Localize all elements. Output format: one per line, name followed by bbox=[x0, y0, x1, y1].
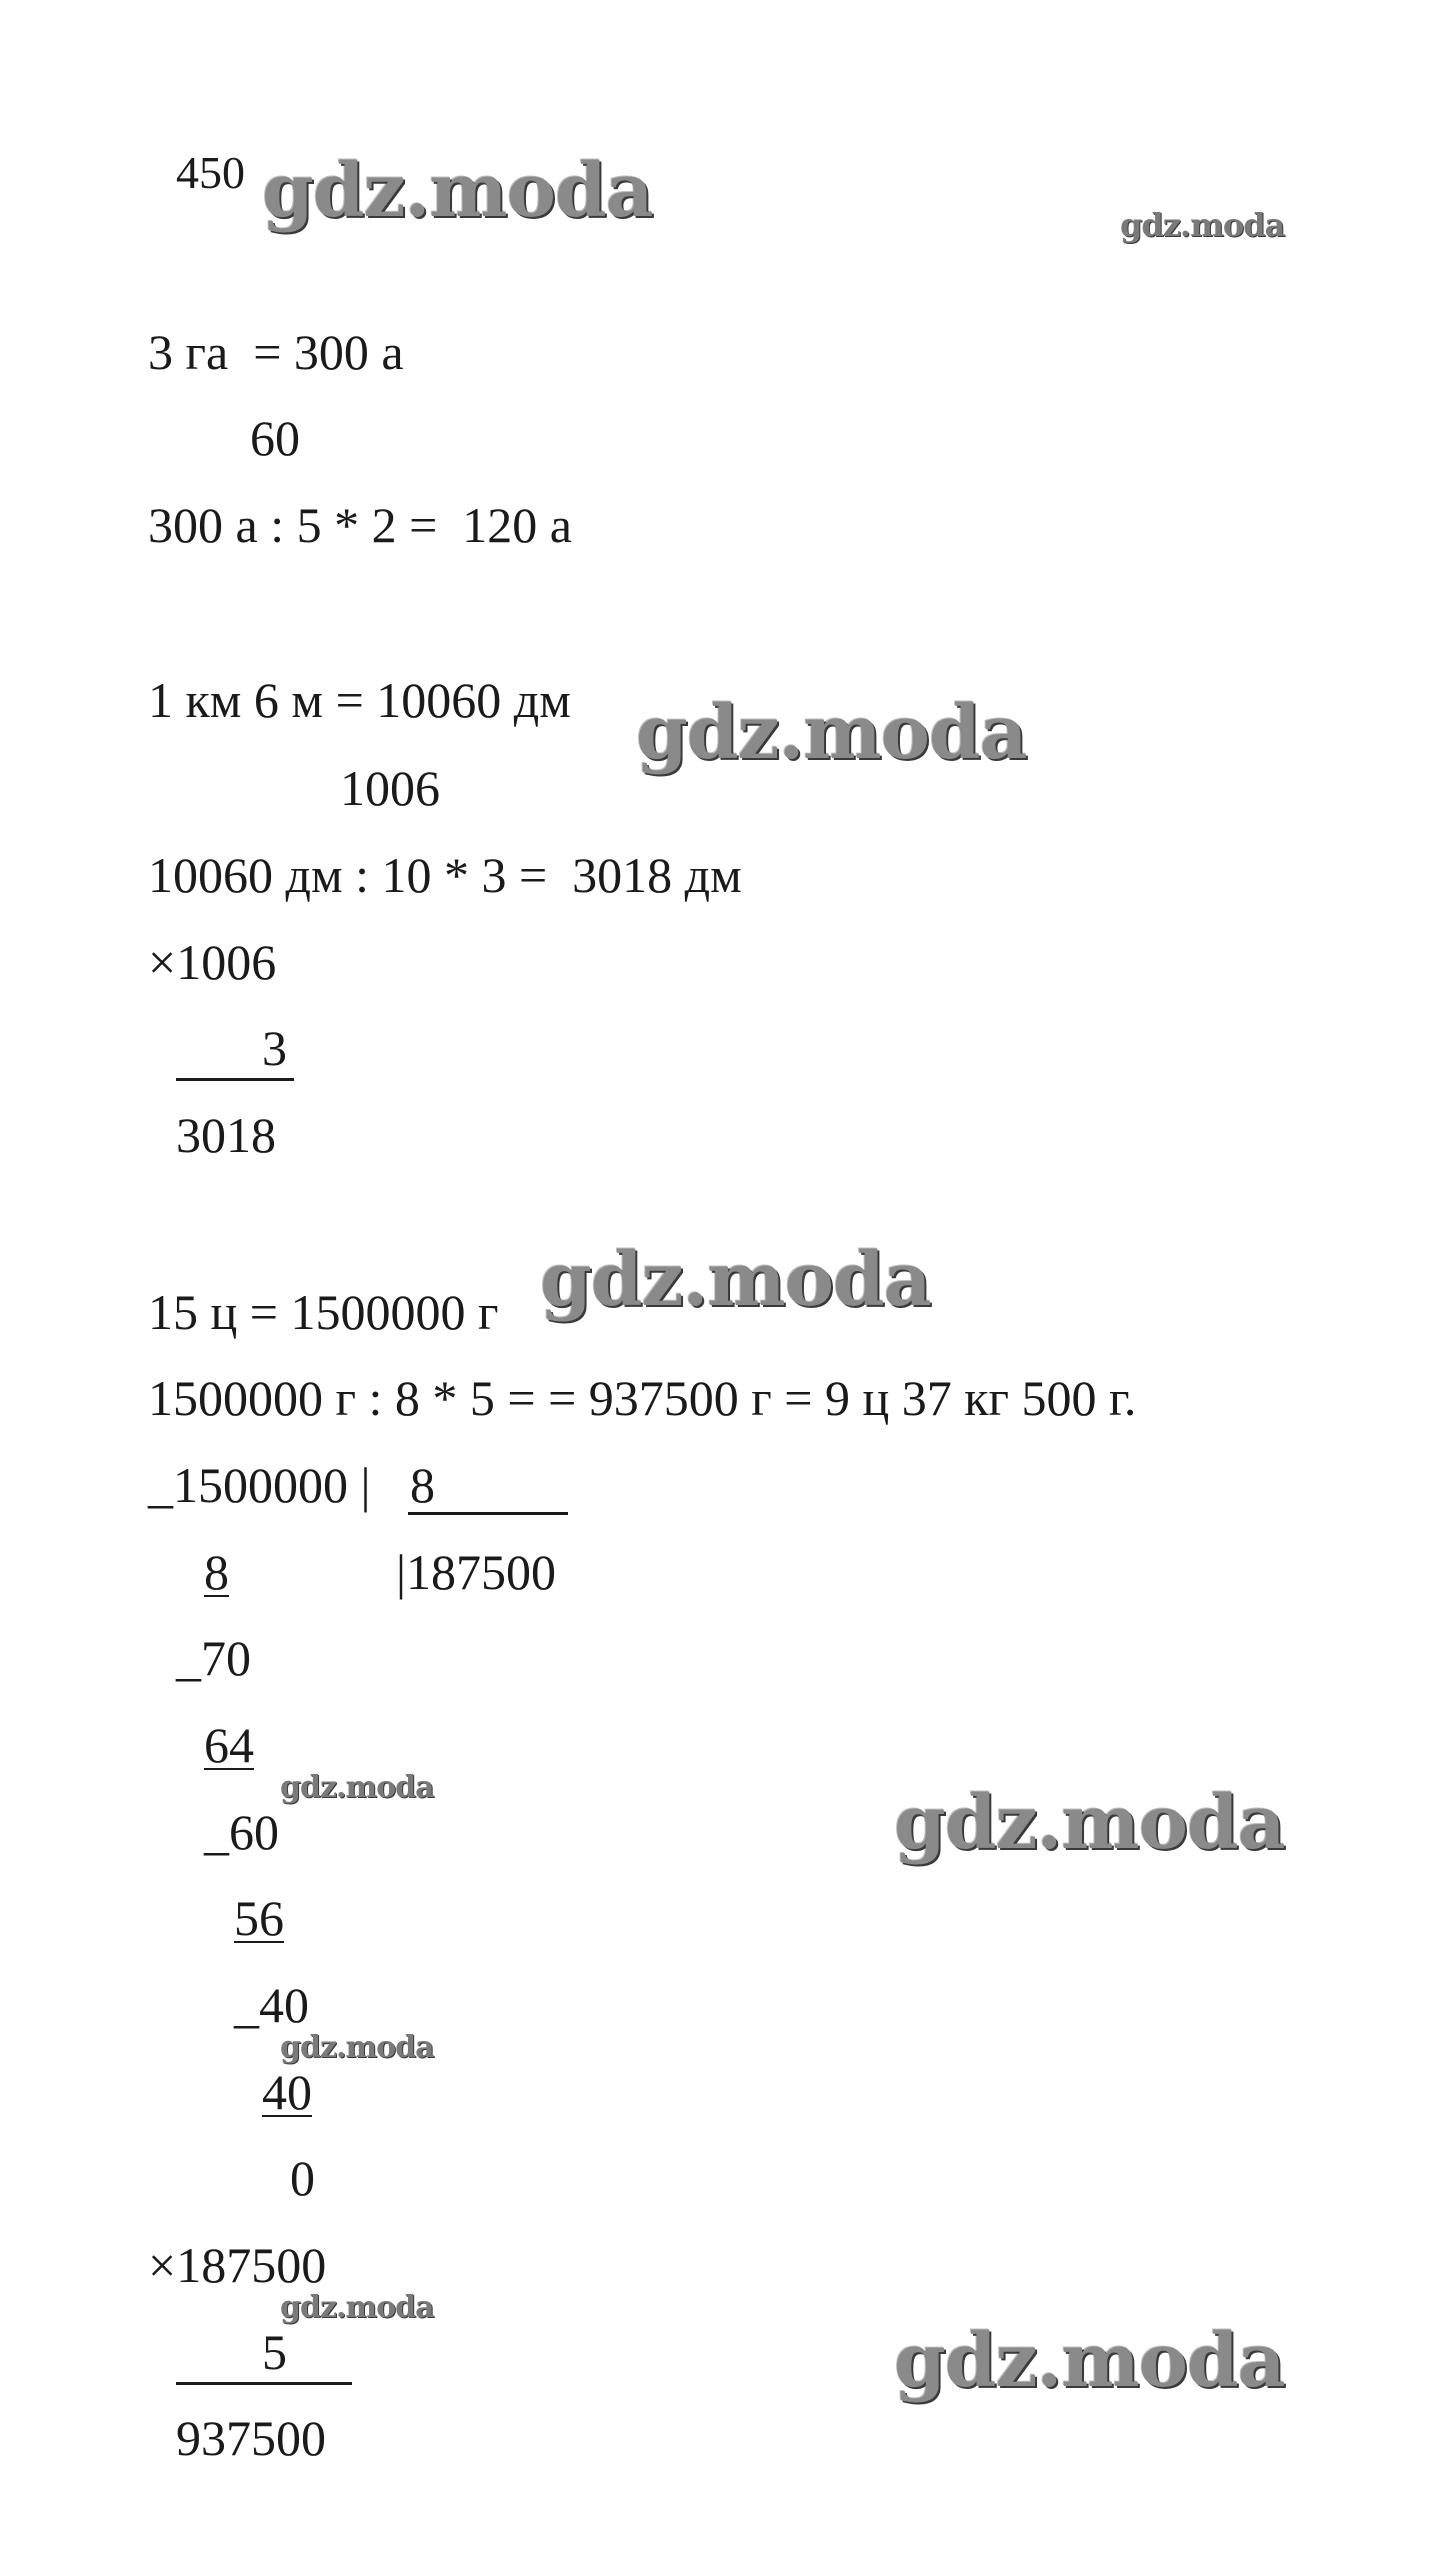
block3-line2: 1500000 г : 8 * 5 = = 937500 г = 9 ц 37 кг 500 г. bbox=[148, 1370, 1137, 1426]
division-divisor: 8 bbox=[410, 1457, 435, 1513]
division-remainder: 0 bbox=[290, 2150, 315, 2206]
block3-mult-rule bbox=[176, 2382, 352, 2385]
division-step1-minuend: _70 bbox=[176, 1630, 251, 1686]
watermark-logo: gdz.moda bbox=[636, 690, 1027, 776]
watermark-logo: gdz.moda bbox=[280, 2030, 434, 2065]
division-step3-minuend: _40 bbox=[234, 1977, 309, 2033]
block2-line3: 10060 дм : 10 * 3 = 3018 дм bbox=[148, 847, 742, 903]
block2-line2: 1006 bbox=[340, 760, 440, 816]
watermark-logo: gdz.moda bbox=[894, 1780, 1285, 1866]
task-number: 450 bbox=[176, 147, 245, 198]
division-step2-minuend: _60 bbox=[204, 1804, 279, 1860]
watermark-logo: gdz.moda bbox=[262, 148, 653, 234]
division-quotient: |187500 bbox=[396, 1544, 557, 1600]
block3-mult-factor: 5 bbox=[262, 2324, 287, 2380]
block3-mult-top: ×187500 bbox=[148, 2237, 327, 2293]
watermark-logo: gdz.moda bbox=[280, 1770, 434, 1805]
block3-mult-result: 937500 bbox=[176, 2410, 326, 2466]
block2-line1: 1 км 6 м = 10060 дм bbox=[148, 672, 571, 728]
watermark-logo: gdz.moda bbox=[894, 2318, 1285, 2404]
block2-mult-top: ×1006 bbox=[148, 934, 277, 990]
division-divisor-rule bbox=[408, 1512, 568, 1515]
watermark-logo: gdz.moda bbox=[540, 1237, 931, 1323]
block1-line3: 300 а : 5 * 2 = 120 а bbox=[148, 497, 572, 553]
division-first-subtrahend: 8 bbox=[204, 1544, 229, 1600]
block3-line1: 15 ц = 1500000 г bbox=[148, 1284, 499, 1340]
watermark-logo: gdz.moda bbox=[280, 2290, 434, 2325]
block2-mult-factor: 3 bbox=[262, 1020, 287, 1076]
division-step3-subtrahend: 40 bbox=[262, 2064, 312, 2120]
block1-line2: 60 bbox=[250, 410, 300, 466]
division-dividend: _1500000 | bbox=[148, 1457, 371, 1513]
block1-line1: 3 га = 300 а bbox=[148, 324, 404, 380]
block2-mult-result: 3018 bbox=[176, 1107, 276, 1163]
division-step1-subtrahend: 64 bbox=[204, 1717, 254, 1773]
block2-mult-rule bbox=[176, 1078, 294, 1081]
watermark-logo: gdz.moda bbox=[1120, 206, 1285, 244]
division-step2-subtrahend: 56 bbox=[234, 1890, 284, 1946]
